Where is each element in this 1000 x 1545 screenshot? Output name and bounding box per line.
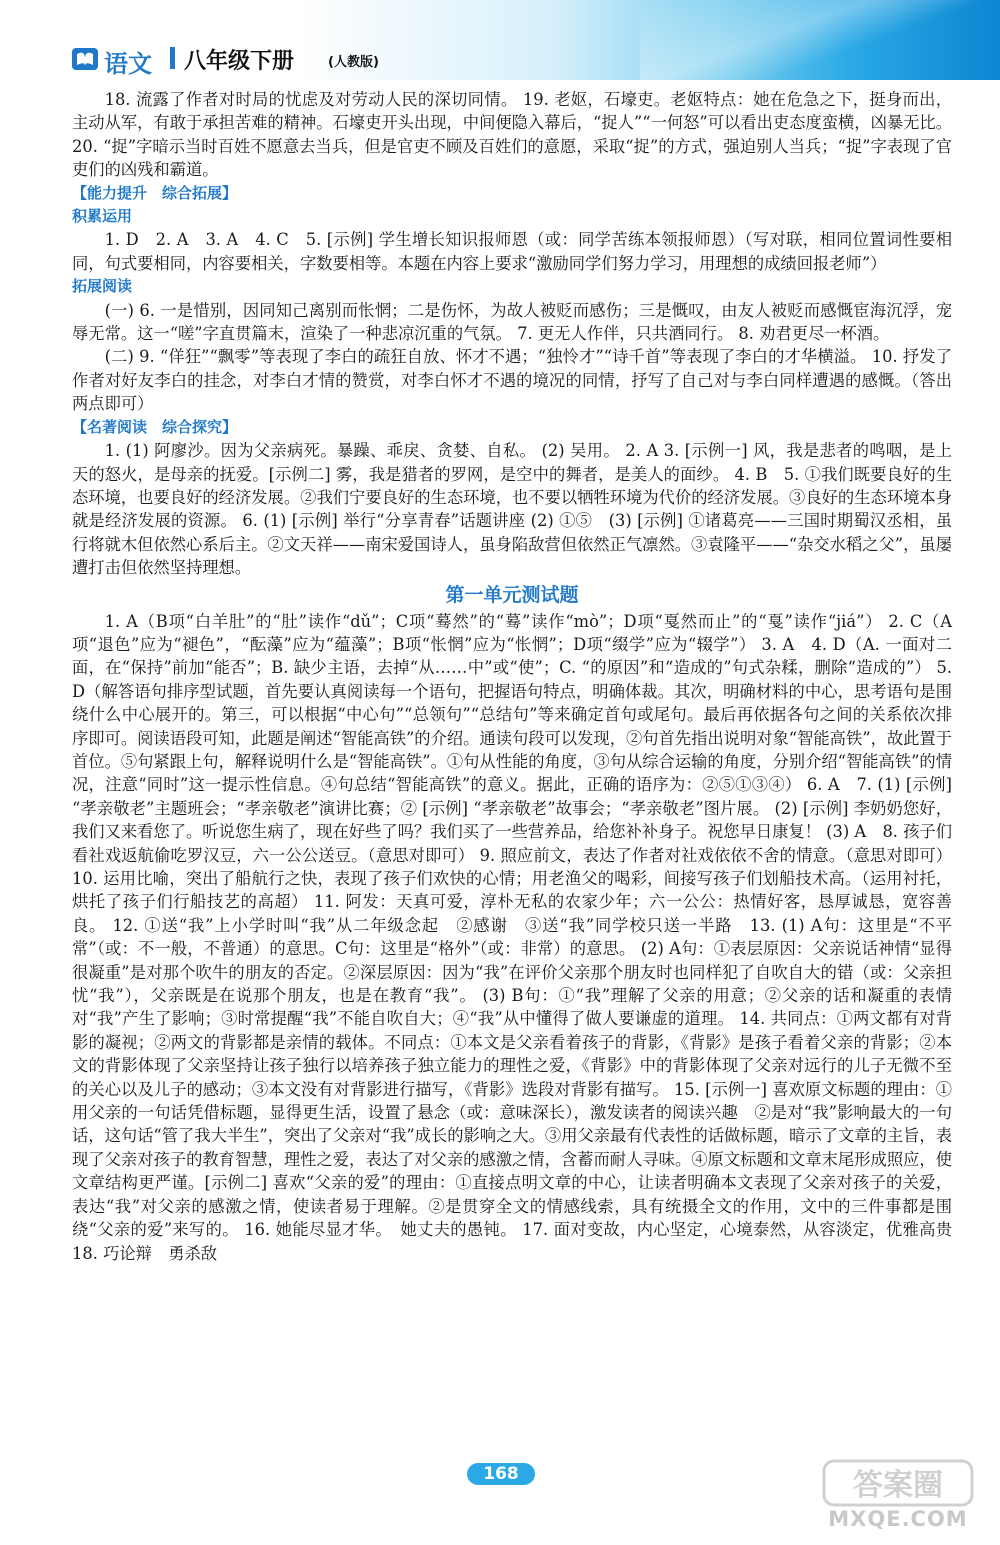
answer-content xyxy=(72,88,969,1265)
answer-paragraph: 1. A（B项“白羊肚”的“肚”读作“dǔ”；C项“蓦然”的“蓦”读作“mò”；D项“戛然而止”的“戛”读作“jiá”） 2. C（A项“退色”应为“褪色”，“酝藻”应为“蕴藻”；B项“怅惘”应为“怅惘”；D项“缀学”应为“辍学”） 3. A 4. D（A. 一面对二面，在“保持”前加“能否”；B. 缺少主语，去掉“从……中”或“使”；C. “的原因”和“造成的”句式杂糅，删除“造成的”） 5. D（解答语句排序型试题，首先要认真阅读每一个语句，把握语句特点，明确体裁。其次，明确材料的中心，思考语句是围绕什么中心展开的。第三，可以根据“中心句”“总领句”“总结句”等来确定首句或尾句。最后再依据各句之间的关系依次排序即可。阅读语段可知，此题是阐述“智能高铁”的介绍。通读句段可以发现，②句首先指出说明对象“智能高铁”，故此置于首位。⑤句紧跟上句，解释说明什么是“智能高铁”。①句从性能的角度，③句从综合运输的角度，分别介绍“智能高铁”的情况，注意“同时”这一提示性信息。④句总结“智能高铁”的意义。据此，正确的语序为：②⑤①③④） 6. A 7. (1) [示例] “孝亲敬老”主题班会；“孝亲敬老”演讲比赛；② [示例] “孝亲敬老”故事会；“孝亲敬老”图片展。 (2) [示例] 李奶奶您好，我们又来看您了。听说您生病了，现在好些了吗？我们买了一些营养品，给您补补身子。祝您早日康复！ (3) A 8. 孩子们看社戏返航偷吃罗汉豆，六一公公送豆。（意思对即可） 9. 照应前文，表达了作者对社戏依依不舍的情意。（意思对即可） 10. 运用比喻，突出了船航行之快，表现了孩子们欢快的心情；用老渔父的喝彩，间接写孩子们划船技术高。（运用衬托，烘托了孩子们行船技艺的高超） 11. 阿发：天真可爱，淳朴无私的农家少年；六一公公：热情好客，恳厚诚恳，宽容善良。 12. ①送“我”上小学时叫“我”从二年级念起 ②感谢 ③送“我”同学校只送一半路 13. (1) A句：这里是“不平常”（或：不一般，不普通）的意思。C句：这里是“格外”（或：非常）的意思。 (2) A句：①表层原因：父亲说话神情“显得很凝重”是对那个吹牛的朋友的否定。②深层原因：因为“我”在评价父亲那个朋友时也同样犯了自吹自大的错（或：父亲担忧“我”），父亲既是在说那个朋友，也是在教育“我”。 (3) B句：①“我”理解了父亲的用意；②父亲的话和凝重的表情对“我”产生了影响；③时常提醒“我”不能自吹自大；④“我”从中懂得了做人要谦虚的道理。 14. 共同点：①两文都有对背影的凝视；②两文的背影都是亲情的载体。不同点：①本文是父亲看着孩子的背影，《背影》是孩子看着父亲的背影；②本文的背影体现了父亲坚持让孩子独行以培养孩子独立能力的理性之爱，《背影》中的背影体现了父亲对远行的儿子无微不至的关心以及儿子的感动；③本文没有对背影进行描写，《背影》选段对背影有描写。 15. [示例一] 喜欢原文标题的理由：①用父亲的一句话凭借标题，显得更生活，设置了悬念（或：意味深长），激发读者的阅读兴趣 ②是对“我”影响最大的一句话，这句话“管了我大半生”，突出了父亲对“我”成长的影响之大。③用父亲最有代表性的话做标题，暗示了文章的主旨，表现了父亲对孩子的教育智慧，理性之爱，表达了对父亲的感激之情，含蓄而耐人寻味。④原文标题和文章末尾形成照应，使文章结构更严谨。[示例二] 喜欢“父亲的爱”的理由：①直接点明文章的中心，让读者明确本文表现了父亲对孩子的关爱，表达“我”对父亲的感激之情，使读者易于理解。②是贯穿全文的情感线索，具有统摄全文的作用，文中的三件事都是围绕“父亲的爱”来写的。 16. 她能尽显才华。 她丈夫的愚钝。 17. 面对变故，内心坚定，心境泰然，从容淡定，优雅高贵 18. 巧论辩 勇杀敌 xyxy=(72,611,969,1263)
watermark-url: MXQE.COM xyxy=(828,1507,968,1531)
section-label: 【能力提升 综合拓展】 xyxy=(72,183,238,202)
watermark-logo-icon xyxy=(818,1455,978,1511)
section-title: 第一单元测试题 xyxy=(445,583,579,606)
page-number: 168 xyxy=(467,1463,535,1485)
answer-paragraph: 18. 流露了作者对时局的忧虑及对劳动人民的深切同情。 19. 老妪，石壕吏。老妪特点：她在危急之下，挺身而出，主动从军，有敢于承担苦难的精神。石壕吏开头出现，中间便隐入幕后，“捉人”“一何怒”可以看出吏态度蛮横，凶暴无比。 20. “捉”字暗示当时百姓不愿意去当兵，但是官吏不顾及百姓们的意愿，采取“捉”的方式，强迫别人当兵；“捉”字表现了官吏们的凶残和霸道。 xyxy=(72,90,952,180)
watermark-main: 答案圈 xyxy=(853,1468,943,1503)
subject-label: 语文 xyxy=(104,50,152,78)
grade-label: 八年级下册 xyxy=(184,49,295,74)
page-header xyxy=(0,0,1000,80)
edition-label: (人教版) xyxy=(328,55,379,70)
book-logo-icon xyxy=(72,48,98,70)
section-label: 拓展阅读 xyxy=(72,277,133,296)
section-label: 【名著阅读 综合探究】 xyxy=(72,417,238,436)
answer-paragraph: (二) 9. “佯狂”“飘零”等表现了李白的疏狂自放、怀才不遇；“独怜才”“诗千首”等表现了李白的才华横溢。 10. 抒发了作者对好友李白的挂念，对李白才情的赞赏，对李白怀才不遇的境况的同情，抒写了自己对与李白同样遭遇的感慨。（答出两点即可） xyxy=(72,347,952,414)
answer-paragraph: 1. (1) 阿廖沙。因为父亲病死。暴躁、乖戾、贪婪、自私。 (2) 吴用。 2. A 3. [示例一] 风，我是悲者的鸣咽，是上天的怒火，是母亲的抚爱。[示例二] 雾，我是猎者的罗网，是空中的舞者，是美人的面纱。 4. B 5. ①我们既要良好的生态环境，也要良好的经济发展。②我们宁要良好的生态环境，也不要以牺牲环境为代价的经济发展。③良好的生态环境本身就是经济发展的资源。 6. (1) [示例] 举行“分享青春”话题讲座 (2) ①⑤ (3) [示例] ①诸葛亮——三国时期蜀汉丞相，虽行将就木但依然心系后主。②文天祥——南宋爱国诗人，虽身陷敌营但依然正气凛然。③袁隆平——“杂交水稻之父”，虽屡遭打击但依然坚持理想。 xyxy=(72,441,952,578)
header-divider xyxy=(170,47,175,69)
watermark xyxy=(818,1455,978,1537)
answer-paragraph: (一) 6. 一是惜别，因同知己离别而怅惘；二是伤怀，为故人被贬而感伤；三是慨叹，由友人被贬而感慨宦海沉浮，宠辱无常。这一“嗟”字直贯篇末，渲染了一种悲凉沉重的气氛。 7. 更无人作伴，只共酒同行。 8. 劝君更尽一杯酒。 xyxy=(72,300,952,344)
answer-paragraph: 1. D 2. A 3. A 4. C 5. [示例] 学生增长知识报师恩（或：同学苦练本领报师恩）（写对联，相同位置词性要相同，句式要相同，内容要相关，字数要相等。本题在内容上要求“激励同学们努力学习，用理想的成绩回报老师”） xyxy=(72,230,952,273)
header-decoration xyxy=(640,0,1000,80)
section-label: 积累运用 xyxy=(72,207,133,226)
